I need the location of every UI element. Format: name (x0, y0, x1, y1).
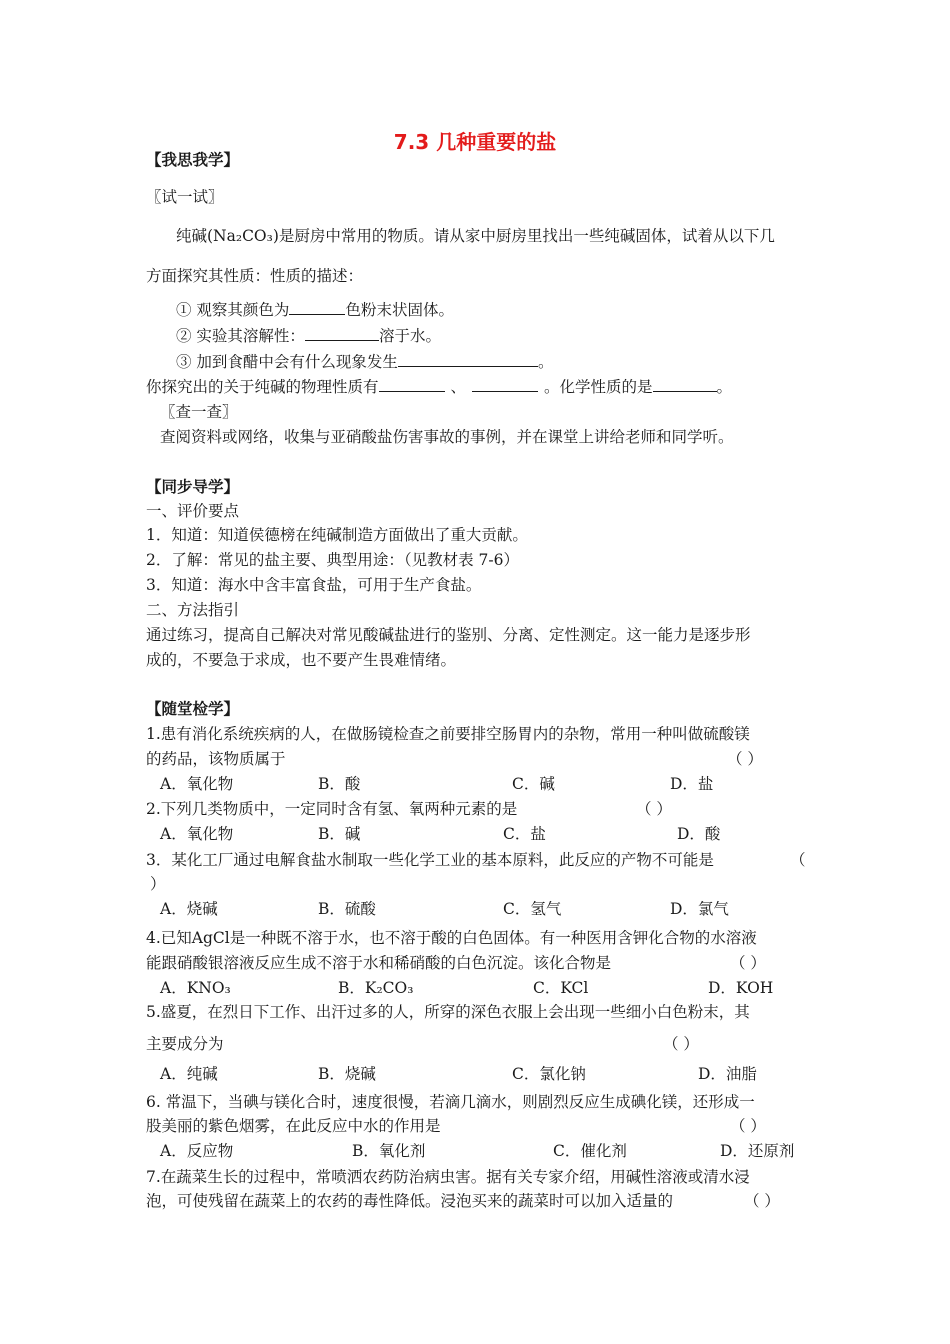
subheading-evaluation: 一、评价要点 (146, 502, 240, 520)
option-b: B．硫酸 (318, 900, 376, 918)
section-heading-tongbu: 【同步导学】 (146, 477, 240, 496)
intro-line-1: 纯碱(Na₂CO₃)是厨房中常用的物质。请从家中厨房里找出一些纯碱固体，试着从以下几 (176, 227, 775, 245)
section-heading-wosi: 【我思我学】 (146, 150, 240, 169)
option-a: A．KNO₃ (160, 979, 231, 997)
question-6-line-1: 6. 常温下，当碘与镁化合时，速度很慢，若滴几滴水，则剧烈反应生成碘化镁，还形成一 (146, 1093, 755, 1111)
lookup-text: 查阅资料或网络，收集与亚硝酸盐伤害事故的事例，并在课堂上讲给老师和同学听。 (160, 428, 734, 446)
answer-parentheses: （ ） (730, 954, 766, 972)
question-6-line-2: 股美丽的紫色烟雾，在此反应中水的作用是 (146, 1117, 441, 1135)
task-item-3: ③ 加到食醋中会有什么现象发生 。 (176, 353, 554, 371)
answer-blank (653, 377, 717, 392)
option-d: D．酸 (677, 825, 721, 843)
answer-blank (472, 377, 538, 392)
option-d: D．盐 (670, 775, 714, 793)
page-title: 7.3 几种重要的盐 (393, 130, 557, 154)
question-5-line-1: 5.盛夏，在烈日下工作、出汗过多的人，所穿的深色衣服上会出现一些细小白色粉末，其 (146, 1003, 750, 1021)
method-line-2: 成的，不要急于求成，也不要产生畏难情绪。 (146, 651, 457, 669)
option-c: C．氯化钠 (512, 1065, 586, 1083)
option-b: B．烧碱 (318, 1065, 376, 1083)
task-item-2: ② 实验其溶解性： 溶于水。 (176, 327, 441, 345)
option-a: A．纯碱 (160, 1065, 218, 1083)
intro-line-2: 方面探究其性质：性质的描述： (146, 267, 364, 285)
point-1: 1．知道：知道侯德榜在纯碱制造方面做出了重大贡献。 (146, 526, 528, 544)
option-b: B．碱 (318, 825, 361, 843)
section-heading-suitang: 【随堂检学】 (146, 699, 240, 718)
option-b: B．氧化剂 (352, 1142, 426, 1160)
question-3-line-1: 3．某化工厂通过电解食盐水制取一些化学工业的基本原料，此反应的产物不可能是 (146, 851, 714, 869)
option-b: B．K₂CO₃ (338, 979, 414, 997)
question-1-line-2: 的药品，该物质属于 (146, 750, 286, 768)
answer-parentheses: （ ） (744, 1192, 780, 1210)
answer-blank (289, 300, 345, 315)
question-5-line-2: 主要成分为 (146, 1035, 224, 1053)
answer-parentheses: （ ） (663, 1035, 699, 1053)
answer-parentheses: （ ） (730, 1117, 766, 1135)
method-line-1: 通过练习，提高自己解决对常见酸碱盐进行的鉴别、分离、定性测定。这一能力是逐步形 (146, 626, 751, 644)
option-b: B．酸 (318, 775, 361, 793)
answer-blank (398, 352, 538, 367)
option-d: D．还原剂 (720, 1142, 795, 1160)
option-c: C．KCl (533, 979, 589, 997)
option-d: D．氯气 (670, 900, 729, 918)
option-c: C．氢气 (503, 900, 562, 918)
answer-parentheses: （ ） (636, 800, 672, 818)
answer-parentheses-open: （ (790, 851, 806, 869)
option-a: A．反应物 (160, 1142, 234, 1160)
answer-blank (379, 377, 445, 392)
question-2-line-1: 2.下列几类物质中，一定同时含有氢、氧两种元素的是 (146, 800, 518, 818)
subheading-try: 〖试一试〗 (146, 188, 224, 206)
question-4-line-2: 能跟硝酸银溶液反应生成不溶于水和稀硝酸的白色沉淀。该化合物是 (146, 954, 612, 972)
task-item-1: ① 观察其颜色为 色粉末状固体。 (176, 301, 454, 319)
question-4-line-1: 4.已知AgCl是一种既不溶于水，也不溶于酸的白色固体。有一种医用含钾化合物的水溶液 (146, 929, 757, 947)
question-7-line-1: 7.在蔬菜生长的过程中，常喷洒农药防治病虫害。据有关专家介绍，用碱性溶液或清水浸 (146, 1168, 750, 1186)
subheading-lookup: 〖查一查〗 (160, 403, 238, 421)
summary-line: 你探究出的关于纯碱的物理性质有 、 。化学性质的是 。 (146, 378, 733, 396)
option-d: D．KOH (708, 979, 774, 997)
point-3: 3．知道：海水中含丰富食盐，可用于生产食盐。 (146, 576, 482, 594)
option-a: A．氧化物 (160, 825, 234, 843)
option-a: A．氧化物 (160, 775, 234, 793)
answer-parentheses: （ ） (727, 750, 763, 768)
subheading-method: 二、方法指引 (146, 601, 240, 619)
option-c: C．催化剂 (553, 1142, 627, 1160)
answer-parentheses-close: ） (150, 875, 166, 893)
question-7-line-2: 泡，可使残留在蔬菜上的农药的毒性降低。浸泡买来的蔬菜时可以加入适量的 (146, 1192, 674, 1210)
point-2: 2．了解：常见的盐主要、典型用途：（见教材表 7-6） (146, 551, 520, 569)
option-c: C．碱 (512, 775, 555, 793)
option-d: D．油脂 (698, 1065, 757, 1083)
option-a: A．烧碱 (160, 900, 218, 918)
question-1-line-1: 1.患有消化系统疾病的人，在做肠镜检查之前要排空肠胃内的杂物，常用一种叫做硫酸镁 (146, 725, 750, 743)
option-c: C．盐 (503, 825, 546, 843)
answer-blank (305, 326, 379, 341)
